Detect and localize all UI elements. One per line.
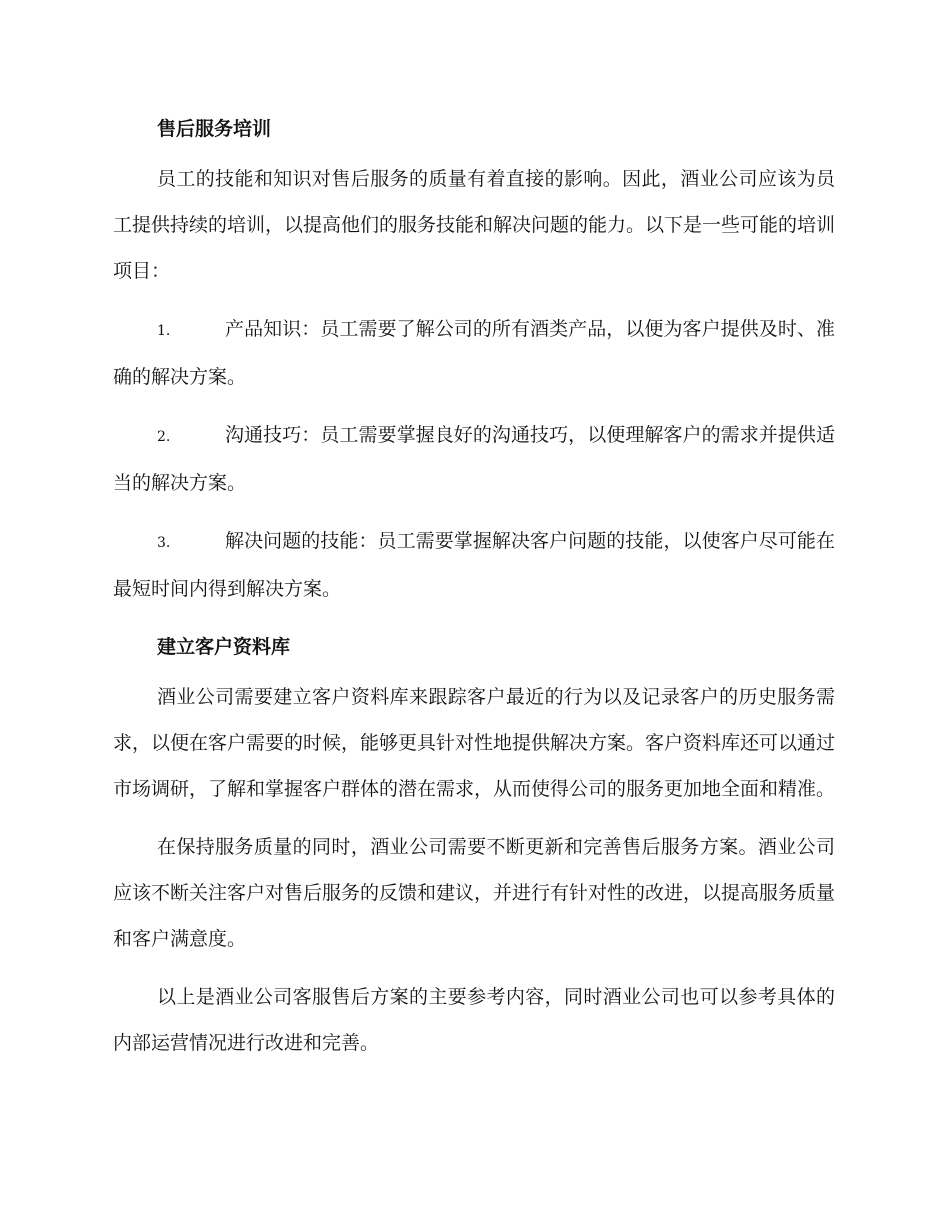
list-item [113,306,835,400]
body-paragraph: 在保持服务质量的同时，酒业公司需要不断更新和完善售后服务方案。酒业公司应该不断关注客户对售后服务的反馈和建议，并进行有针对性的改进，以提高服务质量和客户满意度。 [113,836,836,950]
section-heading-training: 售后服务培训 [157,118,272,140]
document-page [113,106,835,1078]
list-item-text: 产品知识：员工需要了解公司的所有酒类产品，以便为客户提供及时、准确的解决方案。 [113,318,835,388]
training-intro-paragraph: 员工的技能和知识对售后服务的质量有着直接的影响。因此，酒业公司应该为员工提供持续的培训，以提高他们的服务技能和解决问题的能力。以下是一些可能的培训项目： [113,168,836,282]
list-item [113,412,835,506]
body-paragraph: 以上是酒业公司客服售后方案的主要参考内容，同时酒业公司也可以参考具体的内部运营情况进行改进和完善。 [113,986,835,1054]
list-item-number: 3. [157,535,171,551]
section-heading-customer-database: 建立客户资料库 [157,636,291,658]
body-paragraph: 酒业公司需要建立客户资料库来跟踪客户最近的行为以及记录客户的历史服务需求，以便在客户需要的时候，能够更具针对性地提供解决方案。客户资料库还可以通过市场调研，了解和掌握客户群体的潜在需求，从而使得公司的服务更加地全面和精准。 [113,686,836,800]
list-item-number: 1. [157,323,171,339]
list-item-text: 沟通技巧：员工需要掌握良好的沟通技巧，以便理解客户的需求并提供适当的解决方案。 [113,424,835,494]
list-item-text: 解决问题的技能：员工需要掌握解决客户问题的技能，以使客户尽可能在最短时间内得到解决方案。 [113,530,835,600]
list-item [113,518,835,612]
list-item-number: 2. [157,429,171,445]
